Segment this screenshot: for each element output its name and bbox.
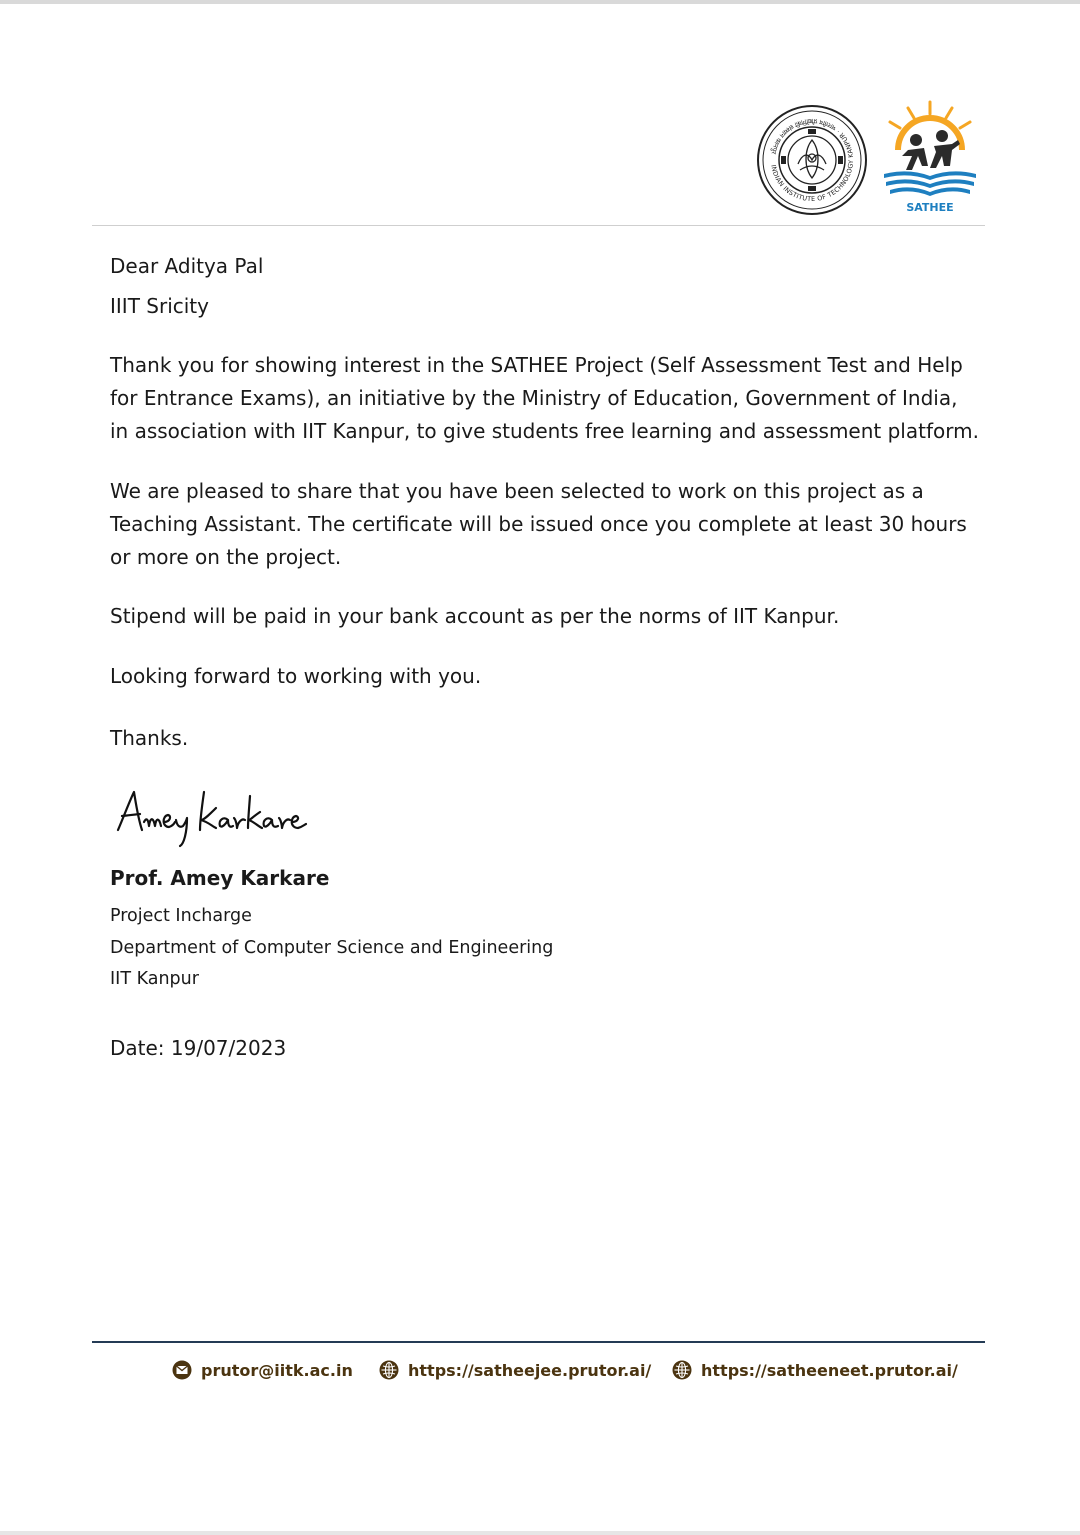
svg-text:INDIAN INSTITUTE OF TECHNOLOGY: INDIAN INSTITUTE OF TECHNOLOGY KANPUR · भारतीय प्रौद्योगिकी संस्थान कानपुर <box>769 116 856 204</box>
signatory-role: Project Incharge <box>110 906 252 926</box>
page-top-edge <box>0 0 1080 4</box>
recipient-institute: IIIT Sricity <box>110 294 209 318</box>
footer-email-text: prutor@iitk.ac.in <box>201 1360 353 1380</box>
signatory-institution: IIT Kanpur <box>110 969 199 989</box>
footer-contacts <box>0 1360 1080 1386</box>
footer-link-neet-text: https://satheeneet.prutor.ai/ <box>701 1360 958 1380</box>
letter-date: Date: 19/07/2023 <box>110 1036 287 1060</box>
closing: Thanks. <box>110 726 189 750</box>
page-bottom-edge <box>0 1531 1080 1535</box>
signatory-details <box>110 901 553 996</box>
sathee-logo-text: SATHEE <box>906 201 954 214</box>
sathee-logo <box>878 100 982 216</box>
paragraph-intro: Thank you for showing interest in the SATHEE Project (Self Assessment Test and Help for Entrance Exams), an initiative by the Ministry of Education, Government of India, in association with IIT Kanpur, to give students free learning and assessment platform. <box>110 353 979 443</box>
header-divider <box>92 225 985 226</box>
signatory-name: Prof. Amey Karkare <box>110 866 330 890</box>
footer-link-jee-text: https://satheejee.prutor.ai/ <box>408 1360 652 1380</box>
signatory-department: Department of Computer Science and Engineering <box>110 937 554 958</box>
footer-divider <box>92 1341 985 1343</box>
footer-email[interactable] <box>172 1360 353 1380</box>
email-icon <box>172 1360 192 1380</box>
paragraph-looking-forward: Looking forward to working with you. <box>110 664 482 688</box>
globe-icon <box>379 1360 399 1380</box>
paragraph-selection: We are pleased to share that you have been selected to work on this project as a Teaching Assistant. The certificate will be issued once you complete at least 30 hours or more on the project. <box>110 479 967 569</box>
globe-icon <box>672 1360 692 1380</box>
header-logos <box>752 100 984 218</box>
footer-link-neet[interactable] <box>672 1360 958 1380</box>
paragraph-stipend: Stipend will be paid in your bank account as per the norms of IIT Kanpur. <box>110 604 840 628</box>
salutation: Dear Aditya Pal <box>110 254 264 278</box>
footer-link-jee[interactable] <box>379 1360 651 1380</box>
iit-kanpur-seal-logo <box>756 104 868 216</box>
handwritten-signature <box>112 782 312 852</box>
